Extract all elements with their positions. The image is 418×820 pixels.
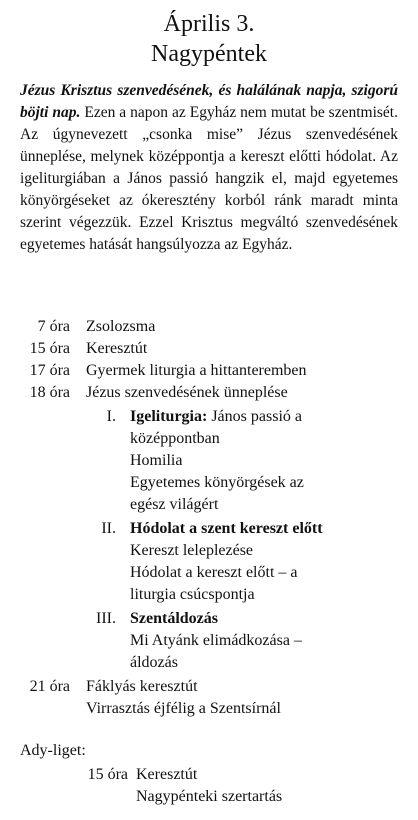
part-line: Hódolat a kereszt előtt – a [130,564,298,581]
part-heading: Szentáldozás [130,610,218,627]
part-numeral: II. [101,520,116,537]
part-line: áldozás [130,654,178,671]
part-heading-bold: Igeliturgia: [130,408,208,425]
schedule-title: Nagypénteki szertartás [136,788,283,805]
part-heading [130,406,302,428]
part-numeral: III. [96,610,116,627]
schedule-title: Keresztút [86,340,148,357]
part-line: egész világért [130,496,219,513]
schedule-title: Virrasztás éjfélig a Szentsírnál [86,700,281,717]
schedule-title: Zsolozsma [86,318,156,335]
schedule-title: Gyermek liturgia a hittanteremben [86,362,307,379]
intro-body: Ezen a napon az Egyház nem mutat be szentmisét. Az úgynevezett „csonka mise” Jézus szenvedésének ünneplése, melynek középpontja a kereszt előtti hódolat. Az igeliturgiában a János passió hangzik el, majd egyetemes könyörgéseket az ókeresztény korból ránk maradt minta szerint végezzük. Ezzel Krisztus megváltó szenvedésének egyetemes hatását hangsúlyozza az Egyház. [20,104,398,253]
schedule-time: 7 óra [37,318,70,335]
schedule-time: 15 óra [87,766,128,783]
schedule-time: 21 óra [29,678,70,695]
page-title-day: Nagypéntek [151,41,267,67]
part-line: középpontban [130,430,220,447]
part-line: Kereszt leleplezése [130,542,254,559]
part-heading: Hódolat a szent kereszt előtt [130,520,323,537]
schedule-time: 17 óra [29,362,70,379]
part-numeral: I. [106,408,116,425]
part-line: liturgia csúcspontja [130,586,255,603]
schedule-title: Jézus szenvedésének ünneplése [86,384,288,401]
location-heading: Ady-liget: [20,742,86,759]
schedule-title: Keresztút [136,766,198,783]
part-line: Egyetemes könyörgések az [130,474,304,491]
part-line: Homilia [130,452,183,469]
part-heading-rest: János passió a [207,408,302,425]
schedule-time: 18 óra [29,384,70,401]
part-line: Mi Atyánk elimádkozása – [130,632,302,649]
schedule-title: Fáklyás keresztút [86,678,198,695]
intro-lead: Jézus Krisztus szenvedésének, és halálának napja, szigorú böjti nap. [20,82,398,121]
schedule-time: 15 óra [29,340,70,357]
intro-paragraph [20,80,398,256]
page-title-date: Április 3. [163,11,255,37]
